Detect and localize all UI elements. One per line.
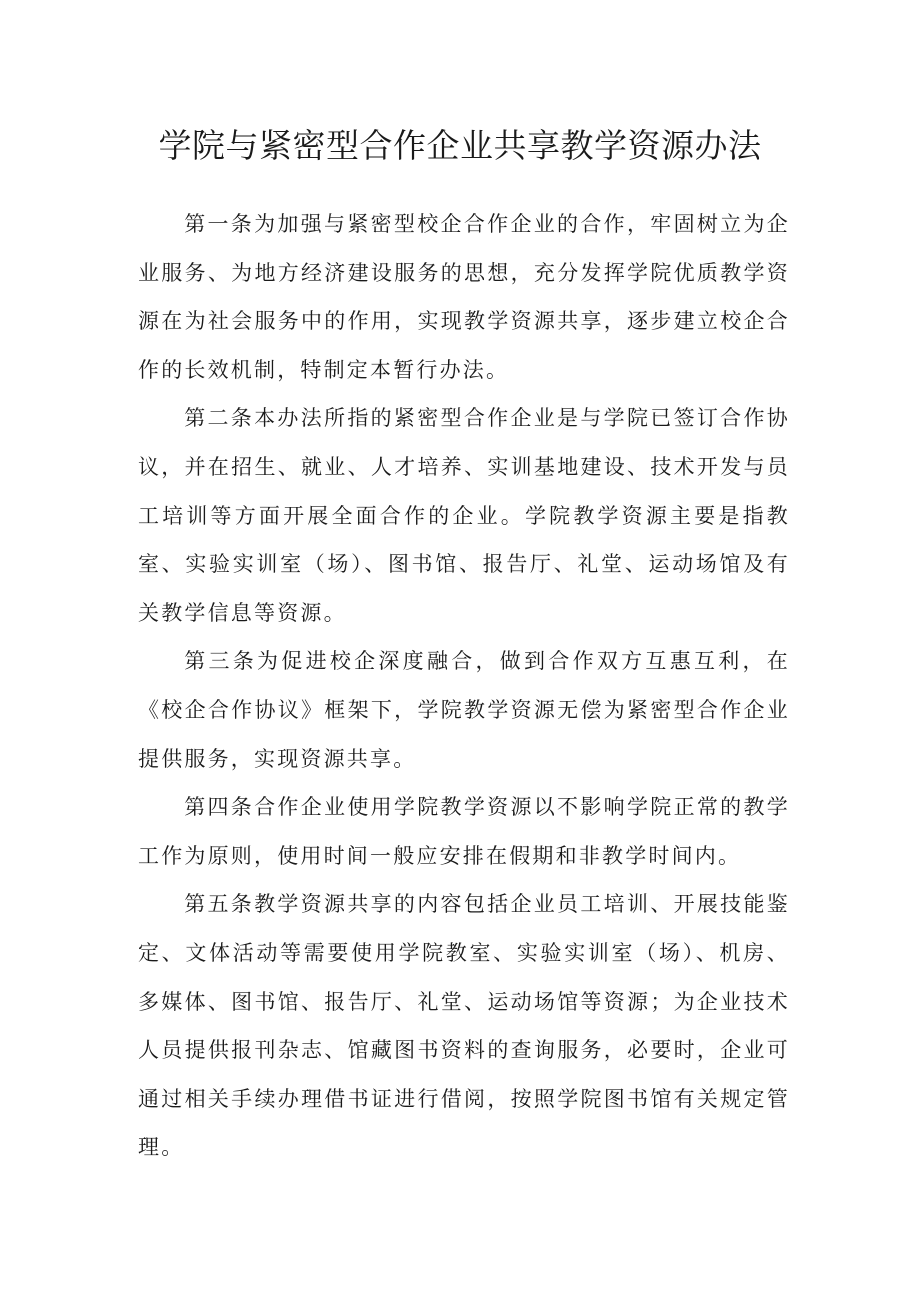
article-4-paragraph: 第四条合作企业使用学院教学资源以不影响学院正常的教学工作为原则，使用时间一般应安排在假期和非教学时间内。: [138, 795, 790, 868]
article-3-paragraph: 第三条为促进校企深度融合，做到合作双方互惠互利，在《校企合作协议》框架下，学院教学资源无偿为紧密型合作企业提供服务，实现资源共享。: [138, 649, 790, 771]
article-2-paragraph: 第二条本办法所指的紧密型合作企业是与学院已签订合作协议，并在招生、就业、人才培养、实训基地建设、技术开发与员工培训等方面开展全面合作的企业。学院教学资源主要是指教室、实验实训室（场）、图书馆、报告厅、礼堂、运动场馆及有关教学信息等资源。: [138, 406, 790, 625]
article-1-paragraph: 第一条为加强与紧密型校企合作企业的合作，牢固树立为企业服务、为地方经济建设服务的思想，充分发挥学院优质教学资源在为社会服务中的作用，实现教学资源共享，逐步建立校企合作的长效机制，特制定本暂行办法。: [138, 212, 790, 382]
document-title: 学院与紧密型合作企业共享教学资源办法: [158, 126, 762, 165]
article-5-paragraph: 第五条教学资源共享的内容包括企业员工培训、开展技能鉴定、文体活动等需要使用学院教室、实验实训室（场）、机房、多媒体、图书馆、报告厅、礼堂、运动场馆等资源；为企业技术人员提供报刊杂志、馆藏图书资料的查询服务，必要时，企业可通过相关手续办理借书证进行借阅，按照学院图书馆有关规定管理。: [138, 892, 790, 1160]
document-body: [138, 200, 790, 1172]
